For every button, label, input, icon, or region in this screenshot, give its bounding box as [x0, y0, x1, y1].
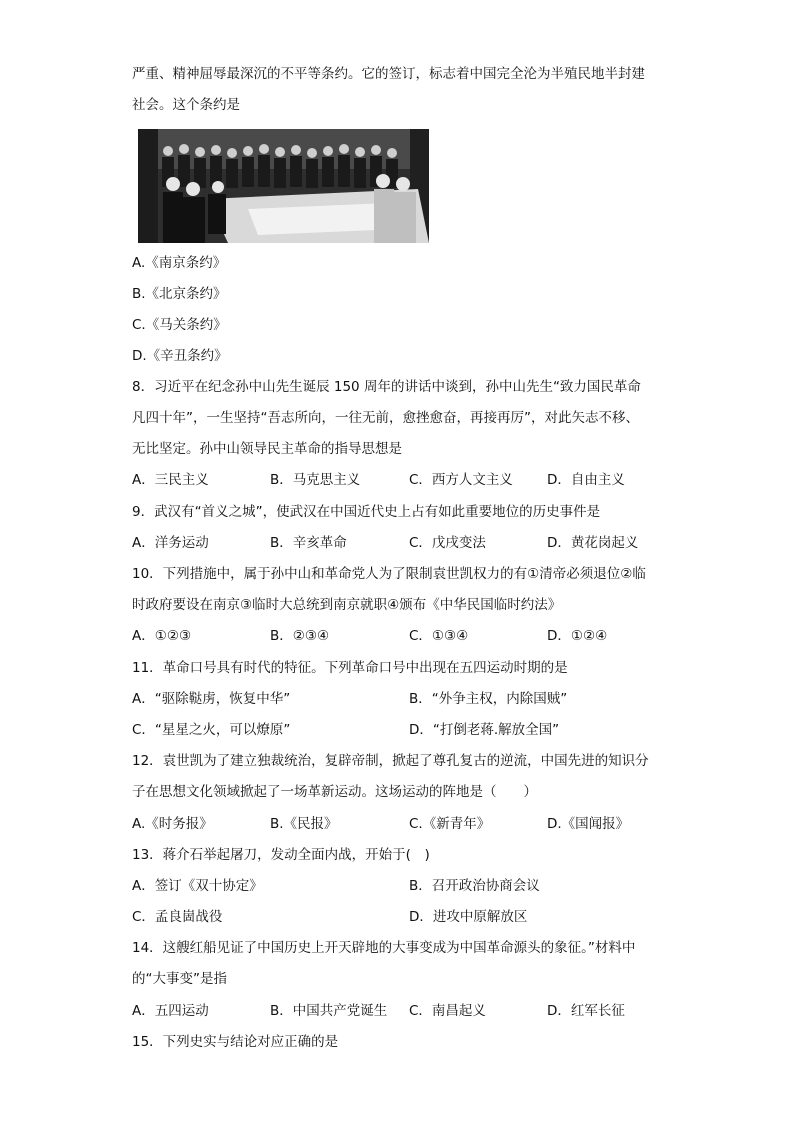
q14-option-a: A．五四运动 — [132, 1003, 209, 1019]
q14-stem-line-1: 14．这艘红船见证了中国历史上开天辟地的大事变成为中国革命源头的象征。”材料中 — [132, 940, 636, 956]
q13-option-a: A．签订《双十协定》 — [132, 878, 263, 894]
q11-option-d: D．“打倒老蒋.解放全国” — [409, 722, 560, 738]
q10-option-b: B．②③④ — [270, 628, 330, 644]
intro-line-1: 严重、精神屈辱最深沉的不平等条约。它的签订，标志着中国完全沦为半殖民地半封建 — [132, 66, 645, 82]
q11-option-c: C．“星星之火，可以燎原” — [132, 722, 291, 738]
q12-option-b: B.《民报》 — [270, 816, 338, 832]
q12-stem-line-1: 12．袁世凯为了建立独裁统治，复辟帝制，掀起了尊孔复古的逆流，中国先进的知识分 — [132, 753, 649, 769]
q8-option-b: B．马克思主义 — [270, 472, 361, 488]
q11-option-a: A．“驱除鞑虏，恢复中华” — [132, 691, 291, 707]
q14-option-b: B．中国共产党诞生 — [270, 1003, 388, 1019]
q9-option-c: C．戊戌变法 — [409, 535, 486, 551]
q15-stem: 15．下列史实与结论对应正确的是 — [132, 1034, 339, 1050]
q12-option-a: A.《时务报》 — [132, 816, 213, 832]
q9-option-d: D．黄花岗起义 — [547, 535, 639, 551]
q14-option-c: C．南昌起义 — [409, 1003, 486, 1019]
q7-option-c: C.《马关条约》 — [132, 317, 227, 333]
q10-option-d: D．①②④ — [547, 628, 608, 644]
q12-option-c: C.《新青年》 — [409, 816, 491, 832]
q13-option-c: C．孟良崮战役 — [132, 909, 223, 925]
q13-option-d: D．进攻中原解放区 — [409, 909, 528, 925]
q11-stem: 11．革命口号具有时代的特征。下列革命口号中出现在五四运动时期的是 — [132, 660, 568, 676]
q8-option-d: D．自由主义 — [547, 472, 625, 488]
q14-option-d: D．红军长征 — [547, 1003, 625, 1019]
q7-option-d: D.《辛丑条约》 — [132, 348, 228, 364]
treaty-signing-photo — [138, 129, 429, 243]
q9-option-b: B．辛亥革命 — [270, 535, 347, 551]
q10-stem-line-2: 时政府要设在南京③临时大总统到南京就职④颁布《中华民国临时约法》 — [132, 597, 562, 613]
q13-stem: 13．蒋介石举起屠刀，发动全面内战，开始于( ) — [132, 847, 430, 863]
q7-option-b: B.《北京条约》 — [132, 286, 227, 302]
q10-option-c: C．①③④ — [409, 628, 469, 644]
q8-stem-line-2: 凡四十年”，一生坚持“吾志所向，一往无前，愈挫愈奋，再接再厉”，对此矢志不移、 — [132, 410, 639, 426]
q8-option-c: C．西方人文主义 — [409, 472, 513, 488]
q12-stem-line-2: 子在思想文化领域掀起了一场革新运动。这场运动的阵地是（ ） — [132, 784, 537, 800]
q10-option-a: A．①②③ — [132, 628, 192, 644]
q13-option-b: B．召开政治协商会议 — [409, 878, 540, 894]
treaty-signing-illustration — [138, 129, 429, 243]
q8-option-a: A．三民主义 — [132, 472, 209, 488]
q7-option-a: A.《南京条约》 — [132, 255, 227, 271]
q12-option-d: D.《国闻报》 — [547, 816, 630, 832]
q9-stem: 9．武汉有“首义之城”，使武汉在中国近代史上占有如此重要地位的历史事件是 — [132, 504, 601, 520]
intro-line-2: 社会。这个条约是 — [132, 97, 240, 113]
q11-option-b: B．“外争主权，内除国贼” — [409, 691, 568, 707]
q8-stem-line-1: 8．习近平在纪念孙中山先生诞辰 150 周年的讲话中谈到，孙中山先生“致力国民革命 — [132, 379, 641, 395]
q9-option-a: A．洋务运动 — [132, 535, 209, 551]
q8-stem-line-3: 无比坚定。孙中山领导民主革命的指导思想是 — [132, 441, 402, 457]
q10-stem-line-1: 10．下列措施中，属于孙中山和革命党人为了限制袁世凯权力的有①清帝必须退位②临 — [132, 566, 646, 582]
q14-stem-line-2: 的“大事变”是指 — [132, 971, 227, 987]
